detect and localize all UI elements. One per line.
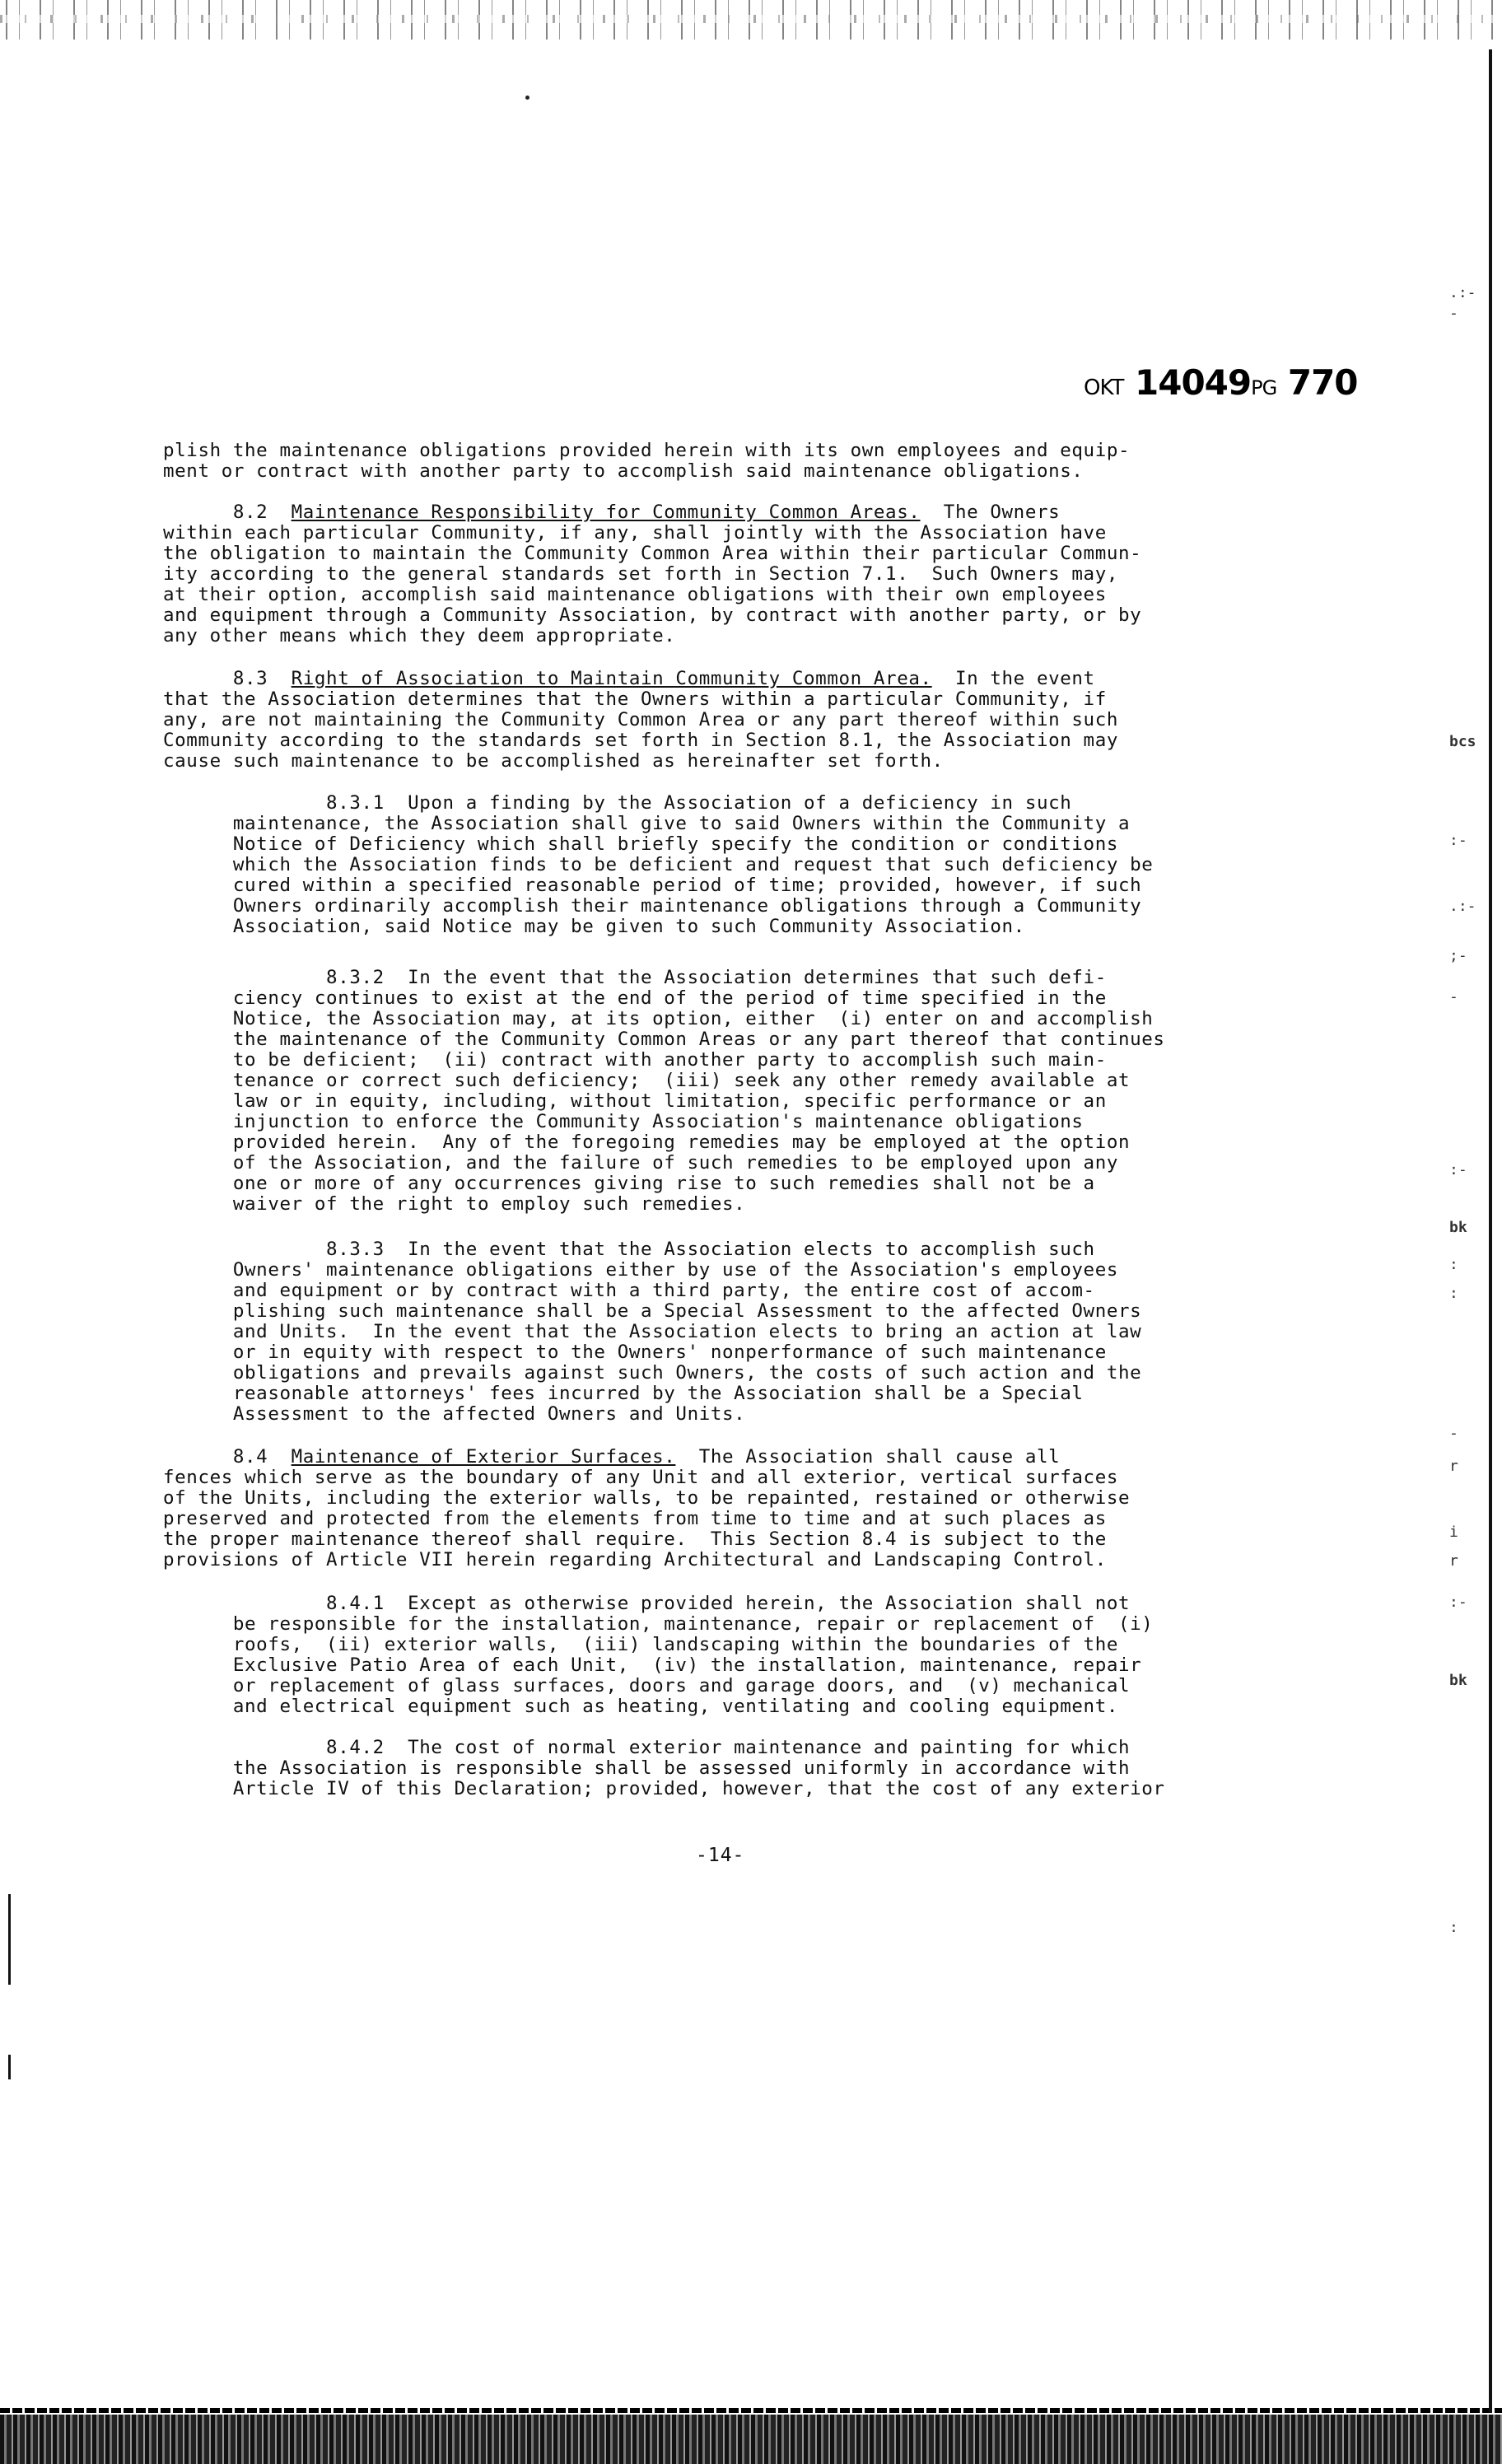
section-8-3-number: 8.3 bbox=[163, 668, 292, 689]
section-8-3-body: In the event that the Association determines that the Owners within a particular Community, if any, are not maintaining the Community Common Area or any part thereof within such Community according to the standards set forth in Section 8.1, the Association may cause such maintenance to be accomplished as hereinafter set forth. bbox=[163, 668, 1118, 772]
section-8-4-2: 8.4.2 The cost of normal exterior maintenance and painting for which the Association is responsible shall be assessed uniformly in accordance with Article IV of this Declaration; provided, however, that the cost of any exterior bbox=[232, 1737, 1165, 1799]
section-8-2-heading: Maintenance Responsibility for Community Common Areas. bbox=[291, 502, 921, 523]
paragraph-continuation: plish the maintenance obligations provided herein with its own employees and equip- ment or contract with another party to accomplish said maintenance obligations. bbox=[163, 440, 1131, 482]
section-8-2-number: 8.2 bbox=[163, 502, 292, 523]
section-8-3 bbox=[163, 669, 1341, 772]
section-8-4-body: The Association shall cause all fences which serve as the boundary of any Unit and all exterior, vertical surfaces of the Units, including the exterior walls, to be repainted, restained or otherwise preserved and protected from the elements from time to time and at such places as the proper maintenance thereof shall require. This Section 8.4 is subject to the provisions of Article VII herein regarding Architectural and Landscaping Control. bbox=[163, 1446, 1131, 1570]
scan-artifact-bottom bbox=[0, 2415, 1502, 2464]
page-number: -14- bbox=[696, 1845, 745, 1866]
section-8-2 bbox=[163, 502, 1341, 646]
scan-artifact-top bbox=[0, 0, 1502, 40]
stamp-pg-label: PG bbox=[1251, 376, 1277, 399]
stamp-prefix: OKT bbox=[1084, 376, 1124, 400]
recording-stamp bbox=[1084, 362, 1358, 403]
section-8-4-1: 8.4.1 Except as otherwise provided herein, the Association shall not be responsible for the installation, maintenance, repair or replacement of (i) roofs, (ii) exterior walls, (iii) landscaping within the boundaries of the Exclusive Patio Area of each Unit, (iv) the installation, maintenance, repair or replacement of glass surfaces, doors and garage doors, and (v) mechanical and electrical equipment such as heating, ventilating and cooling equipment. bbox=[232, 1593, 1154, 1717]
scan-speck bbox=[525, 96, 529, 100]
section-8-3-3: 8.3.3 In the event that the Association elects to accomplish such Owners' maintenance obligations either by use of the Association's employees and equipment or by contract with a third party, the entire cost of accom- plishing such maintenance shall be a Special Assessment to the affected Owners and Units. In the event that the Association elects to bring an action at law or in equity with respect to the Owners' nonperformance of such maintenance obligations and prevails against such Owners, the costs of such action and the reasonable attorneys' fees incurred by the Association shall be a Special Assessment to the affected Owners and Units. bbox=[232, 1239, 1142, 1425]
stamp-page-number: 770 bbox=[1287, 362, 1358, 403]
section-8-3-heading: Right of Association to Maintain Community Common Area. bbox=[291, 668, 932, 689]
section-8-2-body: The Owners within each particular Community, if any, shall jointly with the Association have the obligation to maintain the Community Common Area within their particular Commun- ity according to the general standards set forth in Section 7.1. Such Owners may, at their option, accomplish said maintenance obligations with their own employees and equipment through a Community Association, by contract with another party, or by any other means which they deem appropriate. bbox=[163, 502, 1142, 646]
section-8-4-number: 8.4 bbox=[163, 1446, 292, 1468]
stamp-book-number: 14049 bbox=[1135, 362, 1252, 403]
section-8-3-2: 8.3.2 In the event that the Association determines that such defi- ciency continues to exist at the end of the period of time specified in the Notice, the Association may, at its option, either (i) enter on and accomplish the maintenance of the Community Common Areas or any part thereof that continues to be deficient; (ii) contract with another party to accomplish such main- tenance or correct such deficiency; (iii) seek any other remedy available at law or in equity, including, without limitation, specific performance or an injunction to enforce the Community Association's maintenance obligations provided herein. Any of the foregoing remedies may be employed at the option of the Association, and the failure of such remedies to be employed upon any one or more of any occurrences giving rise to such remedies shall not be a waiver of the right to employ such remedies. bbox=[232, 967, 1165, 1215]
section-8-4 bbox=[163, 1447, 1341, 1570]
scan-artifact-left-mark bbox=[8, 2055, 11, 2079]
right-margin-marks: .:- - bcs :- .:- ;- - :- bk : : - r i r :- bk : bbox=[1449, 284, 1476, 1936]
scan-artifact-left-mark bbox=[8, 1894, 11, 1985]
section-8-4-heading: Maintenance of Exterior Surfaces. bbox=[291, 1446, 676, 1468]
section-8-3-1: 8.3.1 Upon a finding by the Association of a deficiency in such maintenance, the Association shall give to said Owners within the Community a Notice of Deficiency which shall briefly specify the condition or conditions which the Association finds to be deficient and request that such deficiency be cured within a specified reasonable period of time; provided, however, if such Owners ordinarily accomplish their maintenance obligations through a Community Association, said Notice may be given to such Community Association. bbox=[232, 792, 1154, 937]
